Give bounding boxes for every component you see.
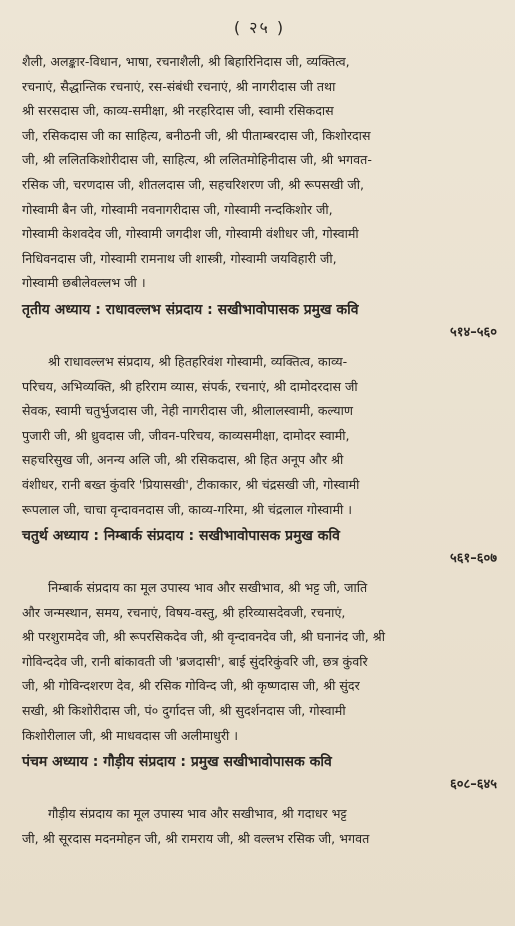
text-line: वंशीधर, रानी बख्त कुंवरि 'प्रियासखी', टीकाकार, श्री चंद्रसखी जी, गोस्वामी xyxy=(22,476,360,492)
text-line: सहचरिसुख जी, अनन्य अलि जी, श्री रसिकदास, श्री हित अनूप और श्री xyxy=(22,452,344,468)
chapter-4-paragraph xyxy=(22,576,497,748)
text-line: गोस्वामी बैन जी, गोस्वामी नवनागरीदास जी, गोस्वामी नन्दकिशोर जी, xyxy=(22,201,333,217)
text-line: रूपलाल जी, चाचा वृन्दावनदास जी, काव्य-गरिमा, श्री चंद्रलाल गोस्वामी । xyxy=(22,501,353,517)
text-line: जी, श्री सूरदास मदनमोहन जी, श्री रामराय जी, श्री वल्लभ रसिक जी, भगवत xyxy=(22,830,370,846)
text-line: रचनाएं, सैद्धान्तिक रचनाएं, रस-संबंधी रचनाएं, श्री नागरीदास जी तथा xyxy=(22,78,336,94)
text-line: किशोरीलाल जी, श्री माधवदास जी अलीमाधुरी । xyxy=(22,727,239,743)
text-line: श्री राधावल्लभ संप्रदाय, श्री हितहरिवंश गोस्वामी, व्यक्तित्व, काव्य- xyxy=(48,353,348,369)
text-line: जी, श्री गोविन्दशरण देव, श्री रसिक गोविन्द जी, श्री कृष्णदास जी, श्री सुंदर xyxy=(22,678,360,694)
chapter-3-page-range: ५१४–५६० xyxy=(449,324,497,340)
chapter-3-heading: तृतीय अध्याय : राधावल्लभ संप्रदाय : सखीभावोपासक प्रमुख कवि xyxy=(22,301,359,318)
text-line: गोस्वामी छबीलेवल्लभ जी । xyxy=(22,275,146,291)
text-line: निम्बार्क संप्रदाय का मूल उपास्य भाव और सखीभाव, श्री भट्ट जी, जाति xyxy=(48,580,368,596)
chapter-3-paragraph xyxy=(22,350,497,522)
text-line: श्री परशुरामदेव जी, श्री रूपरसिकदेव जी, श्री वृन्दावनदेव जी, श्री घनानंद जी, श्री xyxy=(22,629,385,645)
text-line: और जन्मस्थान, समय, रचनाएं, विषय-वस्तु, श्री हरिव्यासदेवजी, रचनाएं, xyxy=(22,604,346,620)
text-line: गोविन्ददेव जी, रानी बांकावती जी 'ब्रजदासी', बाई सुंदरिकुंवरि जी, छत्र कुंवरि xyxy=(22,653,368,669)
text-line: निधिवनदास जी, गोस्वामी रामनाथ जी शास्त्री, गोस्वामी जयविहारी जी, xyxy=(22,250,337,266)
chapter-5-heading: पंचम अध्याय : गौड़ीय संप्रदाय : प्रमुख सखीभावोपासक कवि xyxy=(22,754,332,771)
page-number: ( २५ ) xyxy=(233,18,286,37)
text-line: पुजारी जी, श्री ध्रुवदास जी, जीवन-परिचय, काव्यसमीक्षा, दामोदर स्वामी, xyxy=(22,427,350,443)
chapter-5-paragraph xyxy=(22,802,497,851)
text-line: गोस्वामी केशवदेव जी, गोस्वामी जगदीश जी, गोस्वामी वंशीधर जी, गोस्वामी xyxy=(22,226,359,242)
chapter-5-page-range: ६०८–६४५ xyxy=(449,777,497,793)
chapter-4-page-range: ५६१–६०७ xyxy=(449,551,497,567)
text-line: रसिक जी, चरणदास जी, शीतलदास जी, सहचरिशरण जी, श्री रूपसखी जी, xyxy=(22,176,365,192)
text-line: सेवक, स्वामी चतुर्भुजदास जी, नेही नागरीदास जी, श्रीलालस्वामी, कल्याण xyxy=(22,403,353,419)
intro-paragraph xyxy=(22,50,497,296)
text-line: सखी, श्री किशोरीदास जी, पं० दुर्गादत्त जी, श्री सुदर्शनदास जी, गोस्वामी xyxy=(22,703,346,719)
text-line: जी, रसिकदास जी का साहित्य, बनीठनी जी, श्री पीताम्बरदास जी, किशोरदास xyxy=(22,127,371,143)
text-line: शैली, अलङ्कार-विधान, भाषा, रचनाशैली, श्री बिहारिनिदास जी, व्यक्तित्व, xyxy=(22,54,350,69)
text-line: जी, श्री ललितकिशोरीदास जी, साहित्य, श्री ललितमोहिनीदास जी, श्री भगवत- xyxy=(22,152,372,168)
text-line: गौड़ीय संप्रदाय का मूल उपास्य भाव और सखीभाव, श्री गदाधर भट्ट xyxy=(48,806,347,822)
chapter-4-heading: चतुर्थ अध्याय : निम्बार्क संप्रदाय : सखीभावोपासक प्रमुख कवि xyxy=(22,528,340,545)
text-line: परिचय, अभिव्यक्ति, श्री हरिराम व्यास, संपर्क, रचनाएं, श्री दामोदरदास जी xyxy=(22,378,358,394)
text-line: श्री सरसदास जी, काव्य-समीक्षा, श्री नरहरिदास जी, स्वामी रसिकदास xyxy=(22,103,334,119)
